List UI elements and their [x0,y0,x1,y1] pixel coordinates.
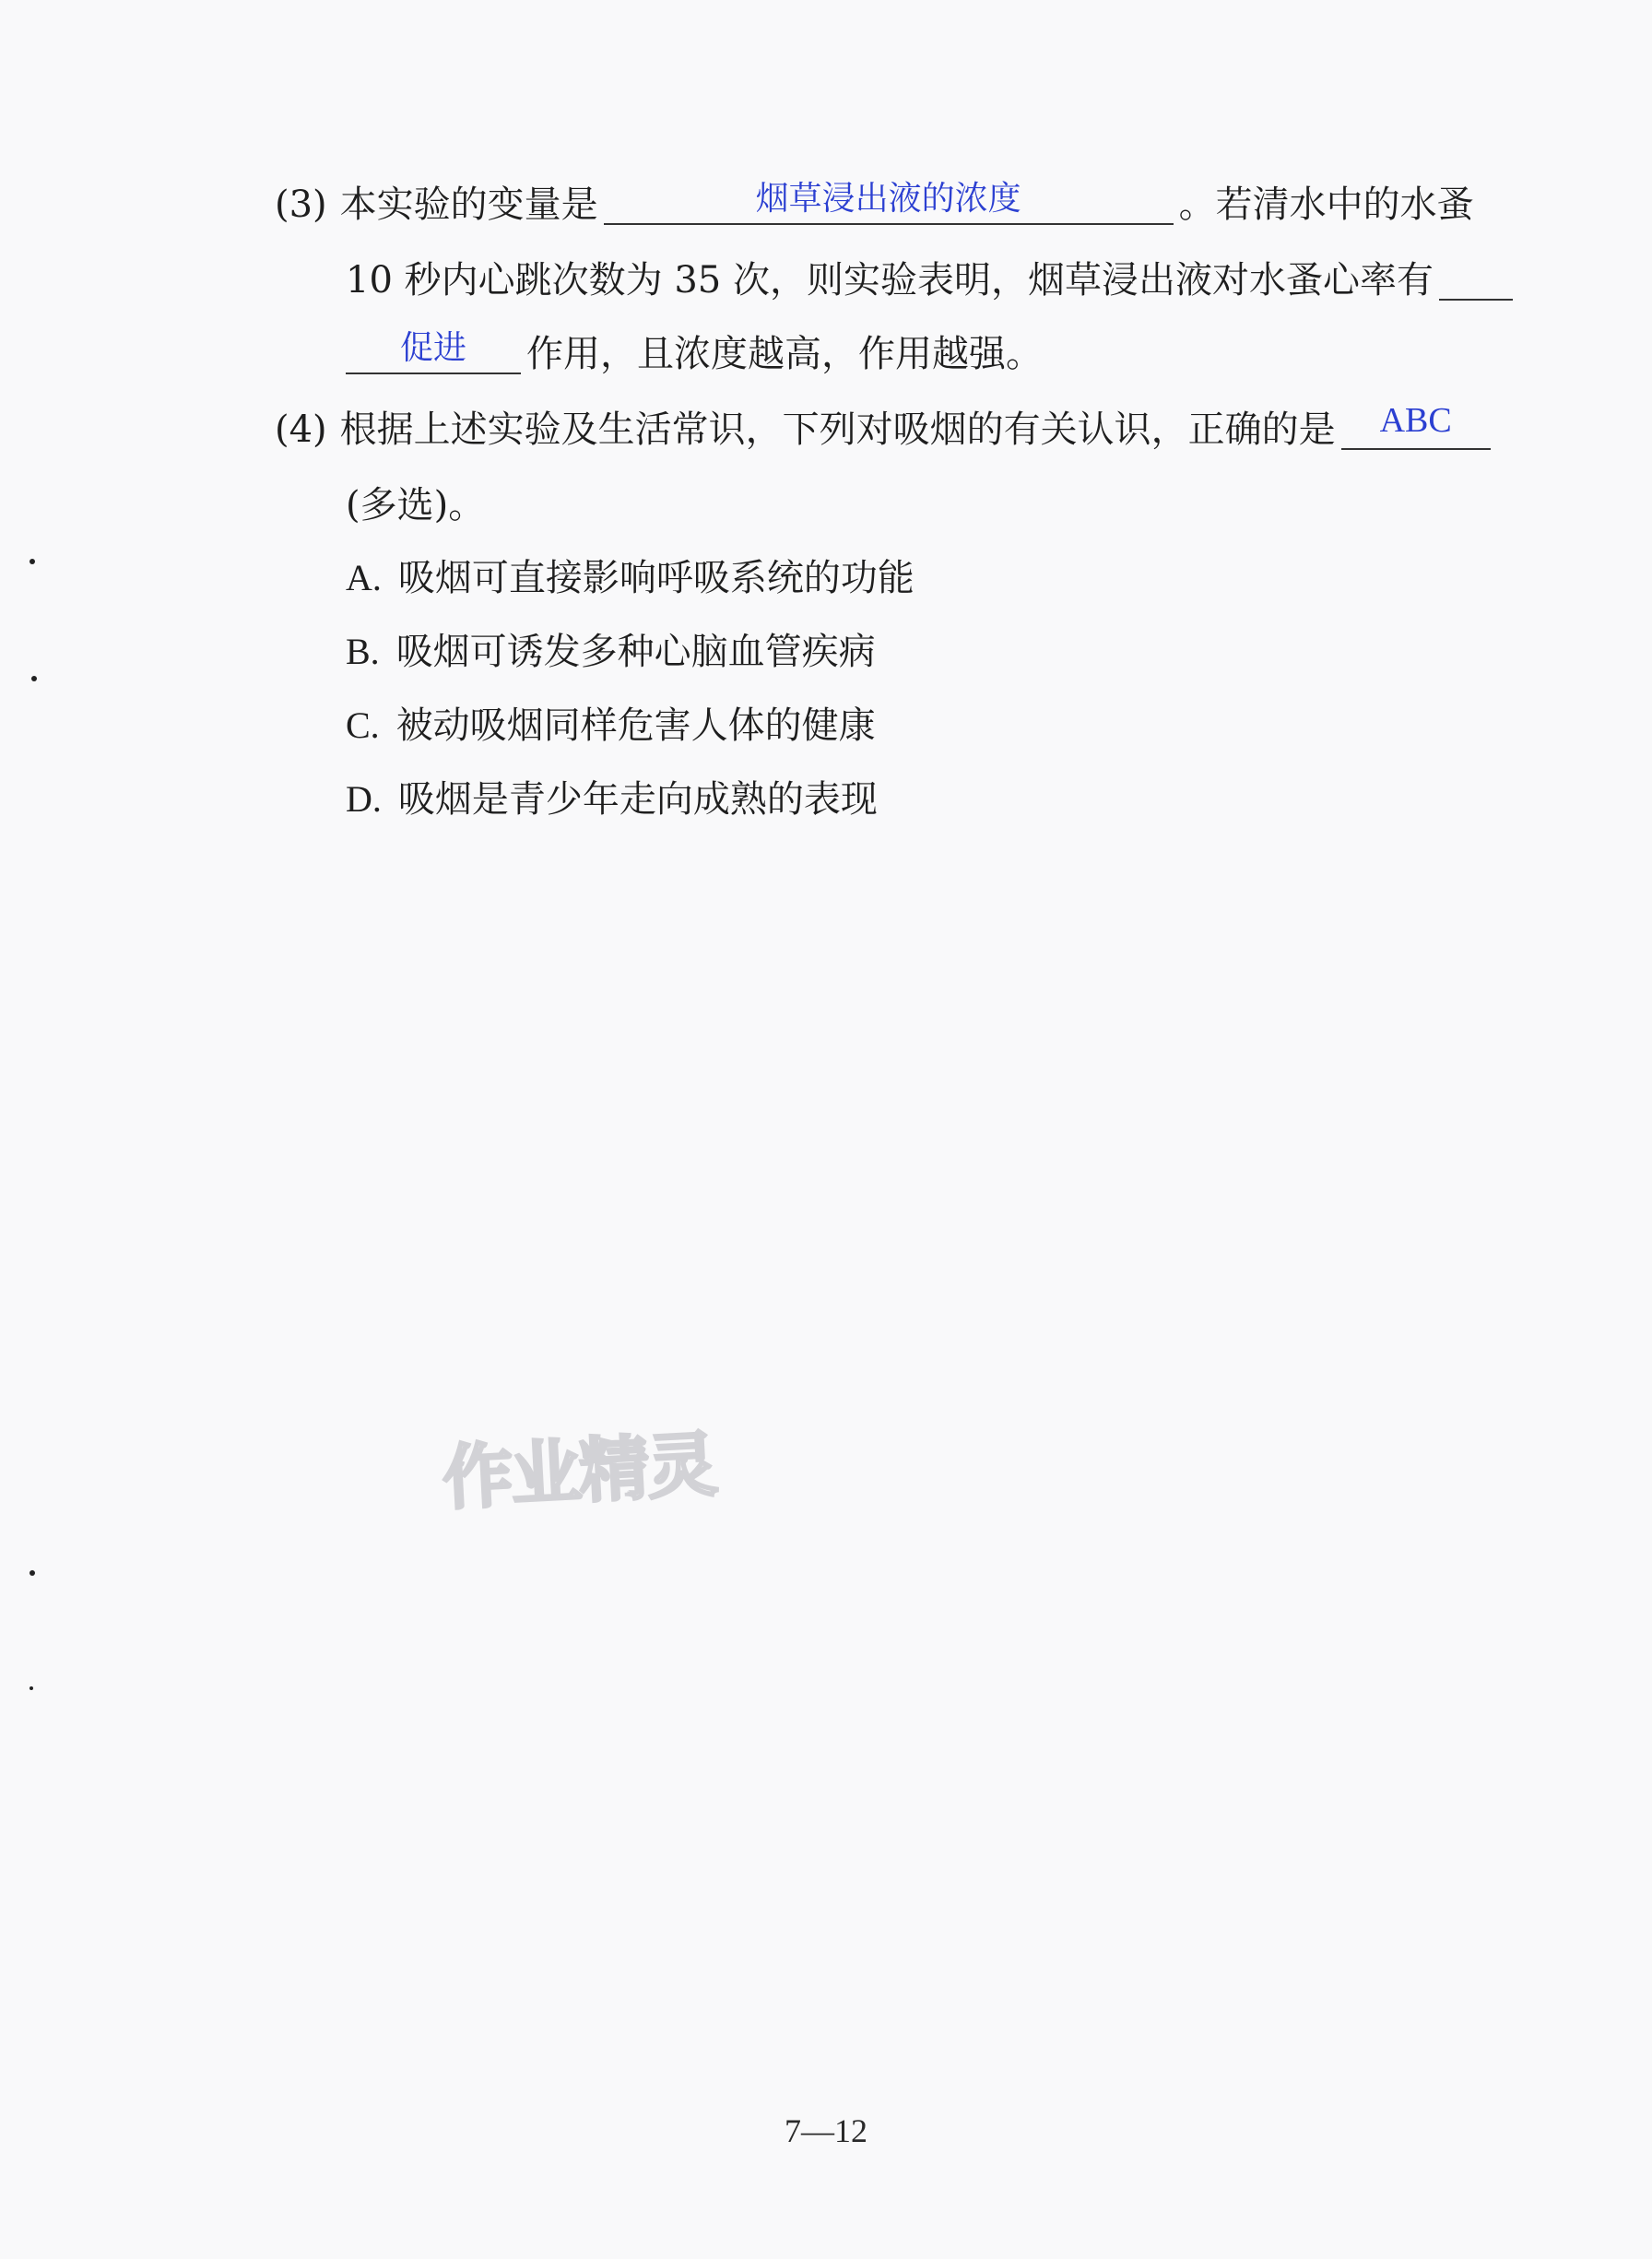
option-a-text: 吸烟可直接影响呼吸系统的功能 [397,557,914,599]
question-4-line-1 [275,401,1491,454]
handwritten-answer-choices: ABC [1379,401,1452,440]
option-a [346,554,914,602]
option-b [346,628,876,676]
question-3-text-c: 10 秒内心跳次数为 35 次，则实验表明，烟草浸出液对水蚤心率有 [346,259,1434,302]
option-b-text: 吸烟可诱发多种心脑血管疾病 [395,631,876,673]
option-b-letter: B. [346,631,380,672]
question-3-number: (3) [275,183,327,226]
question-3-text-a: 本实验的变量是 [339,183,598,226]
page-number: 7—12 [785,2112,867,2149]
question-3-line-1 [275,181,1474,229]
handwritten-answer-variable: 烟草浸出液的浓度 [755,180,1021,218]
option-d-letter: D. [346,778,382,820]
answer-blank-choices[interactable] [1341,401,1491,450]
option-c [346,702,876,750]
option-c-letter: C. [346,704,380,746]
margin-dot [30,1570,35,1576]
option-a-letter: A. [346,557,382,598]
question-3-line-2 [346,256,1513,304]
handwritten-answer-effect: 促进 [399,329,466,367]
question-3-text-b: 。若清水中的水蚤 [1178,183,1474,226]
question-3-text-d: 作用，且浓度越高，作用越强。 [526,333,1043,375]
question-4-number: (4) [275,408,327,451]
margin-dot [30,559,35,564]
option-d-text: 吸烟是青少年走向成熟的表现 [397,778,878,821]
question-4-text-b: (多选)。 [346,484,486,526]
answer-blank-effect[interactable] [346,329,521,374]
margin-dot [30,1686,33,1690]
answer-blank-variable[interactable] [604,180,1174,225]
option-c-text: 被动吸烟同样危害人体的健康 [395,704,876,747]
watermark-logo: 作业精灵 [441,1423,718,1520]
question-4-text-a: 根据上述实验及生活常识，下列对吸烟的有关认识，正确的是 [339,408,1336,451]
question-3-line-3 [346,330,1043,378]
answer-blank-effect-start[interactable] [1439,258,1513,301]
question-4-line-2 [346,481,485,529]
margin-dot [31,676,37,681]
option-d [346,775,878,823]
